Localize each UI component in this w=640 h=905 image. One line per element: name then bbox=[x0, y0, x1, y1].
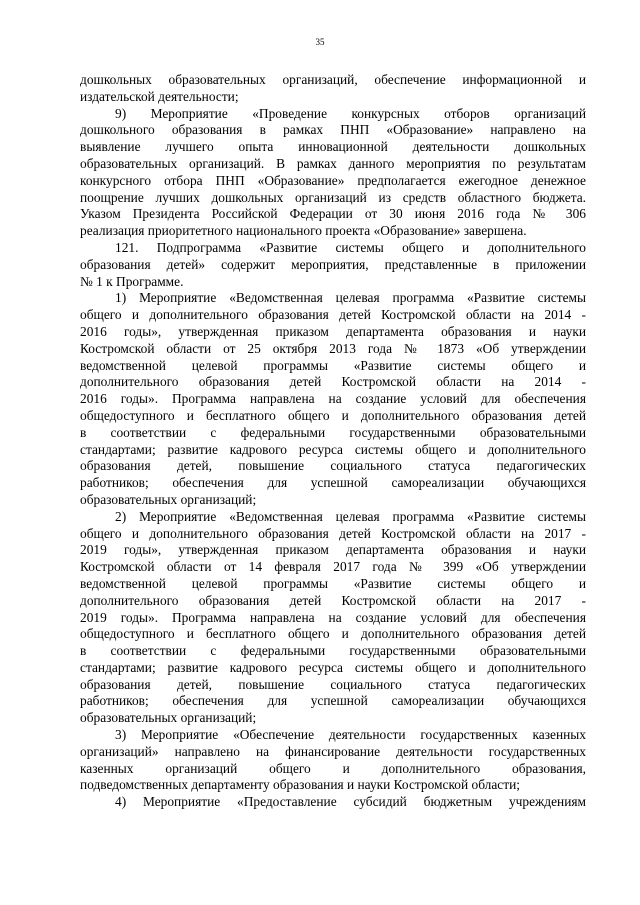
text-line: общего и дополнительного образования детей Костромской области на 2017 - bbox=[80, 525, 586, 541]
text-line: стандартами; развитие кадрового ресурса системы общего и дополнительного bbox=[80, 441, 586, 457]
text-line: дошкольного образования в рамках ПНП «Образование» направлено на bbox=[80, 122, 586, 138]
text-line: образования детей, повышение социального статуса педагогических bbox=[80, 676, 586, 692]
text-line: образования детей, повышение социального статуса педагогических bbox=[80, 458, 586, 474]
text-line: образовательных организаций; bbox=[80, 710, 257, 726]
text-line: 2019 годы». Программа направлена на создание условий для обеспечения bbox=[80, 609, 586, 625]
text-line: образовательных организаций. В рамках данного мероприятия по результатам bbox=[80, 155, 586, 171]
text-line: дошкольных образовательных организаций, обеспечение информационной и bbox=[80, 72, 586, 87]
text-line: поощрение лучших дошкольных организаций из средств областного бюджета. bbox=[80, 189, 586, 205]
text-line: ведомственной целевой программы «Развитие системы общего и bbox=[80, 575, 586, 591]
text-line: 3) Мероприятие «Обеспечение деятельности государственных казенных bbox=[115, 727, 586, 743]
text-line: 9) Мероприятие «Проведение конкурсных отборов организаций bbox=[115, 105, 586, 121]
text-line: общедоступного и бесплатного общего и дополнительного образования детей bbox=[80, 626, 586, 642]
text-line: организаций» направлено на финансирование деятельности государственных bbox=[80, 743, 586, 759]
body-text bbox=[80, 72, 586, 811]
text-line: 2) Мероприятие «Ведомственная целевая программа «Развитие системы bbox=[115, 508, 586, 524]
text-line: 2019 годы», утвержденная приказом департамента образования и науки bbox=[80, 542, 586, 558]
page-number: 35 bbox=[315, 37, 325, 47]
text-line: 2016 годы», утвержденная приказом департамента образования и науки bbox=[80, 323, 586, 339]
text-line: образования детей» содержит мероприятия, представленные в приложении bbox=[80, 256, 586, 272]
text-line: стандартами; развитие кадрового ресурса системы общего и дополнительного bbox=[80, 659, 586, 675]
text-line: Костромской области от 25 октября 2013 года № 1873 «Об утверждении bbox=[80, 340, 586, 356]
text-line: дополнительного образования детей Костромской области на 2017 - bbox=[80, 592, 586, 608]
text-line: образовательных организаций; bbox=[80, 491, 257, 507]
text-line: 121. Подпрограмма «Развитие системы общего и дополнительного bbox=[115, 239, 586, 255]
text-line: казенных организаций общего и дополнительного образования, bbox=[80, 760, 586, 776]
text-line: в соответствии с федеральными государственными образовательными bbox=[80, 643, 586, 659]
text-line: издательской деятельности; bbox=[80, 88, 239, 104]
text-line: 2016 годы». Программа направлена на создание условий для обеспечения bbox=[80, 391, 586, 407]
text-line: конкурсного отбора ПНП «Образование» предполагается ежегодное денежное bbox=[80, 172, 586, 188]
text-line: общедоступного и бесплатного общего и дополнительного образования детей bbox=[80, 407, 586, 423]
text-line: выявление лучшего опыта инновационной деятельности дошкольных bbox=[80, 139, 586, 155]
text-line: работников; обеспечения для успешной самореализации обучающихся bbox=[80, 475, 586, 491]
text-line: ведомственной целевой программы «Развитие системы общего и bbox=[80, 357, 586, 373]
text-line: Костромской области от 14 февраля 2017 года № 399 «Об утверждении bbox=[80, 559, 586, 575]
text-line: дополнительного образования детей Костромской области на 2014 - bbox=[80, 374, 586, 390]
text-line: 1) Мероприятие «Ведомственная целевая программа «Развитие системы bbox=[115, 290, 586, 306]
text-line: Указом Президента Российской Федерации от 30 июня 2016 года № 306 bbox=[80, 206, 586, 222]
text-line: 4) Мероприятие «Предоставление субсидий бюджетным учреждениям bbox=[115, 794, 586, 810]
text-line: в соответствии с федеральными государственными образовательными bbox=[80, 424, 586, 440]
text-line: реализация приоритетного национального проекта «Образование» завершена. bbox=[80, 223, 527, 239]
text-line: № 1 к Программе. bbox=[80, 273, 184, 289]
text-line: подведомственных департаменту образования и науки Костромской области; bbox=[80, 777, 520, 793]
text-line: работников; обеспечения для успешной самореализации обучающихся bbox=[80, 693, 586, 709]
text-line: общего и дополнительного образования детей Костромской области на 2014 - bbox=[80, 307, 586, 323]
